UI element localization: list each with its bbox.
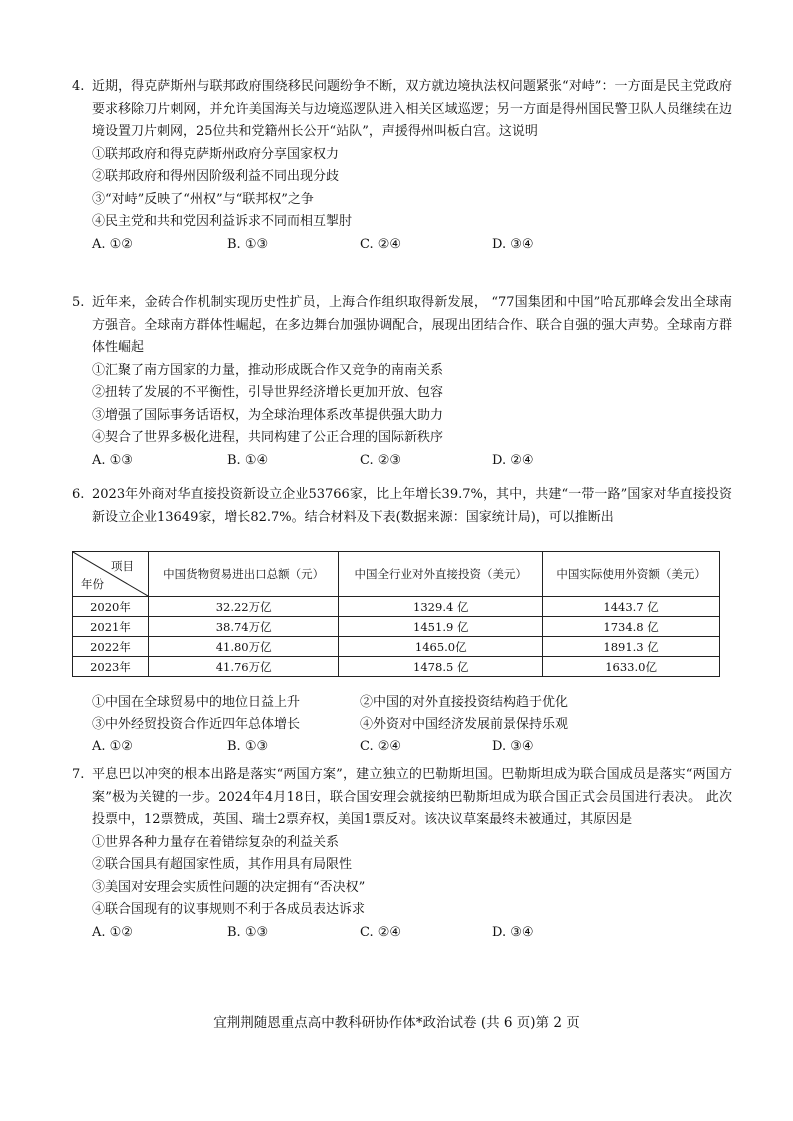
statement-3: ③“对峙”反映了“州权”与“联邦权”之争 [92, 191, 314, 207]
question-number: 5. [72, 295, 85, 310]
table-row [73, 617, 720, 637]
fdi-cell: 1443.7 亿 [543, 597, 720, 617]
statement-4: ④外资对中国经济发展前景保持乐观 [360, 717, 569, 732]
choice-c[interactable]: C. ②④ [360, 236, 402, 252]
column-header: 中国货物贸易进出口总额（元） [149, 552, 339, 597]
choice-b[interactable]: B. ①③ [227, 739, 269, 754]
choice-c[interactable]: C. ②④ [360, 924, 402, 940]
table-row [73, 597, 720, 617]
fdi-cell: 1891.3 亿 [543, 637, 720, 657]
statement-3: ③美国对安理会实质性问题的决定拥有“否决权” [92, 879, 366, 895]
column-header: 中国实际使用外资额（美元） [543, 552, 720, 597]
question-stem: 近年来，金砖合作机制实现历史性扩员，上海合作组织取得新发展， “77国集团和中国”哈瓦那峰会发出全球南方强音。全球南方群体性崛起，在多边舞台加强协调配合，展现出团结合作、联合自强的强大声势。全球南方群体性崛起 [92, 295, 732, 355]
question-6-options [72, 692, 732, 758]
year-cell: 2021年 [73, 617, 149, 637]
statement-4: ④民主党和共和党因利益诉求不同而相互掣肘 [92, 214, 353, 229]
choice-a[interactable]: A. ①③ [92, 452, 133, 468]
table-header-row [73, 552, 720, 597]
trade-cell: 41.76万亿 [149, 657, 339, 677]
choice-b[interactable]: B. ①③ [227, 924, 269, 940]
trade-cell: 41.80万亿 [149, 637, 339, 657]
choice-c[interactable]: C. ②③ [360, 452, 402, 468]
question-number: 6. [72, 487, 85, 502]
table-row [73, 657, 720, 677]
choice-b[interactable]: B. ①③ [227, 236, 269, 252]
question-stem: 近期，得克萨斯州与联邦政府围绕移民问题纷争不断，双方就边境执法权问题紧张“对峙”：一方面是民主党政府要求移除刀片刺网，并允许美国海关与边境巡逻队进入相关区域巡逻；另一方面是得州国民警卫队人员继续在边境设置刀片刺网，25位共和党籍州长公开“站队”，声援得州叫板白宫。这说明 [92, 79, 732, 139]
page-footer: 宜荆荆随恩重点高中教科研协作体*政治试卷 (共 6 页)第 2 页 [213, 1015, 580, 1031]
year-cell: 2022年 [73, 637, 149, 657]
corner-label-year: 年份 [81, 577, 104, 591]
fdi-cell: 1633.0亿 [543, 657, 720, 677]
question-stem: 平息巴以冲突的根本出路是落实“两国方案”，建立独立的巴勒斯坦国。巴勒斯坦成为联合国成员是落实“两国方案”极为关键的一步。2024年4月18日，联合国安理会就接纳巴勒斯坦成为联合国正式会员国进行表决。 此次投票中，12票赞成，英国、瑞士2票弃权，美国1票反对。该决议草案最终未被通过，其原因是 [92, 767, 732, 827]
answer-choices [92, 234, 732, 256]
answer-choices [92, 736, 732, 758]
statement-1: ①中国在全球贸易中的地位日益上升 [92, 695, 301, 710]
choice-d[interactable]: D. ③④ [492, 236, 534, 252]
choice-a[interactable]: A. ①② [92, 236, 133, 252]
statement-4: ④联合国现有的议事规则不利于各成员表达诉求 [92, 902, 366, 917]
question-4 [72, 76, 732, 256]
table-corner-cell [73, 552, 149, 597]
statement-2: ②中国的对外直接投资结构趋于优化 [360, 695, 569, 710]
table-row [73, 637, 720, 657]
answer-choices [92, 450, 732, 472]
answer-choices [92, 922, 732, 944]
question-6 [72, 484, 732, 529]
statistics-table [72, 551, 720, 677]
statement-2: ②联邦政府和得州因阶级利益不同出现分歧 [92, 169, 340, 184]
choice-a[interactable]: A. ①② [92, 924, 133, 940]
statement-row [92, 692, 732, 714]
choice-c[interactable]: C. ②④ [360, 739, 402, 754]
question-number: 4. [72, 79, 85, 94]
trade-cell: 32.22万亿 [149, 597, 339, 617]
statement-3: ③增强了国际事务话语权，为全球治理体系改革提供强大助力 [92, 407, 444, 423]
choice-b[interactable]: B. ①④ [227, 452, 269, 468]
statement-1: ①联邦政府和得克萨斯州政府分享国家权力 [92, 146, 340, 162]
statement-1: ①汇聚了南方国家的力量，推动形成既合作又竞争的南南关系 [92, 362, 444, 378]
statement-1: ①世界各种力量存在着错综复杂的利益关系 [92, 834, 340, 850]
statement-3: ③中外经贸投资合作近四年总体增长 [92, 717, 301, 732]
choice-a[interactable]: A. ①② [92, 739, 133, 754]
choice-d[interactable]: D. ③④ [492, 924, 534, 940]
choice-d[interactable]: D. ③④ [492, 739, 534, 754]
choice-d[interactable]: D. ②④ [492, 452, 534, 468]
year-cell: 2020年 [73, 597, 149, 617]
statement-row [92, 714, 732, 736]
statement-2: ②联合国具有超国家性质，其作用具有局限性 [92, 857, 353, 872]
year-cell: 2023年 [73, 657, 149, 677]
question-stem: 2023年外商对华直接投资新设立企业53766家，比上年增长39.7%，其中，共建“一带一路”国家对华直接投资新设立企业13649家，增长82.7%。结合材料及下表(数据来源：国家统计局)，可以推断出 [92, 487, 732, 525]
column-header: 中国全行业对外直接投资（美元） [339, 552, 543, 597]
statement-4: ④契合了世界多极化进程，共同构建了公正合理的国际新秩序 [92, 430, 444, 445]
question-7 [72, 764, 732, 944]
odi-cell: 1451.9 亿 [339, 617, 543, 637]
fdi-cell: 1734.8 亿 [543, 617, 720, 637]
question-number: 7. [72, 767, 85, 782]
trade-cell: 38.74万亿 [149, 617, 339, 637]
odi-cell: 1478.5 亿 [339, 657, 543, 677]
question-5 [72, 292, 732, 472]
corner-label-item: 项目 [111, 559, 134, 573]
odi-cell: 1465.0亿 [339, 637, 543, 657]
odi-cell: 1329.4 亿 [339, 597, 543, 617]
statement-2: ②扭转了发展的不平衡性，引导世界经济增长更加开放、包容 [92, 385, 444, 400]
